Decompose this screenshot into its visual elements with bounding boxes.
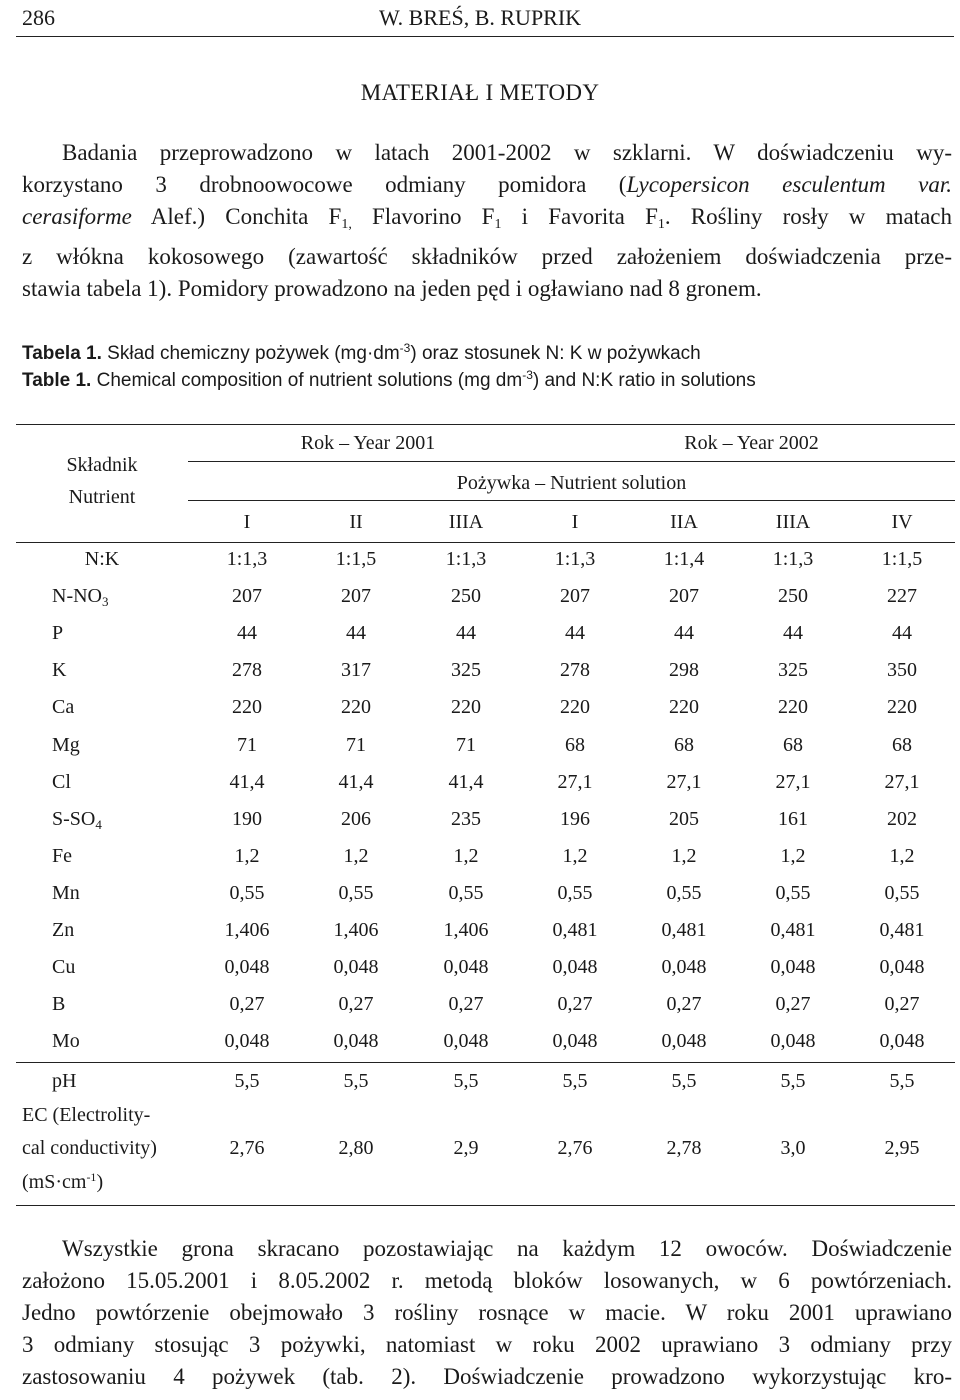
table-top-rule (16, 424, 955, 425)
table-cell: 220 (887, 696, 917, 718)
table-cell: 3,0 (780, 1137, 806, 1159)
table-cell: 0,048 (879, 956, 925, 978)
running-head: W. BREŚ, B. RUPRIK (378, 5, 582, 30)
table-cell: 1,2 (234, 845, 260, 867)
table-cell: 1,406 (333, 919, 379, 941)
component-header-pl: Składnik (66, 454, 138, 476)
table-cell: 71 (456, 734, 476, 756)
table-cell: 0,048 (661, 1030, 707, 1052)
table-cell: 207 (669, 585, 699, 607)
row-label: Fe (52, 845, 72, 867)
column-header: IV (891, 511, 913, 533)
year-header-rule (188, 461, 955, 462)
para1-line-1: Badania przeprowadzono w latach 2001-2002 w szklarni. W doświadczeniu wy- (62, 140, 952, 165)
column-header: I (243, 511, 251, 533)
table-cell: 5,5 (671, 1070, 697, 1092)
row-label: K (52, 659, 67, 681)
column-header: II (349, 511, 363, 533)
table-cell: 0,048 (443, 956, 489, 978)
solution-header: Pożywka – Nutrient solution (456, 472, 687, 494)
row-label: Ca (52, 696, 75, 718)
table-cell: 250 (451, 585, 481, 607)
table-cell: 0,55 (884, 882, 920, 904)
table-cell: 1:1,3 (226, 548, 268, 570)
table-cell: 2,76 (557, 1137, 593, 1159)
table-cell: 202 (887, 808, 917, 830)
table-cell: 0,048 (333, 1030, 379, 1052)
table-cell: 27,1 (884, 771, 920, 793)
table-cell: 0,481 (879, 919, 925, 941)
row-label: Cu (52, 956, 76, 978)
row-label-ec-line-2: cal conductivity) (22, 1137, 157, 1159)
table-cell: 27,1 (557, 771, 593, 793)
table-cell: 71 (237, 734, 257, 756)
table-cell: 0,55 (229, 882, 265, 904)
table-cell: 71 (346, 734, 366, 756)
table-cell: 350 (887, 659, 917, 681)
row-label: Mg (52, 734, 80, 756)
table-cell: 44 (892, 622, 912, 644)
table-cell: 325 (451, 659, 481, 681)
table-cell: 1:1,3 (445, 548, 487, 570)
table-cell: 1:1,3 (772, 548, 814, 570)
table-cell: 0,048 (661, 956, 707, 978)
table-cell: 0,048 (552, 956, 598, 978)
table-cell: 27,1 (775, 771, 811, 793)
table-cell: 1,2 (780, 845, 806, 867)
para2-line-4: 3 odmiany stosując 3 pożywki, natomiast w roku 2002 uprawiano 3 odmiany przy (22, 1332, 952, 1357)
table-cell: 206 (341, 808, 371, 830)
table-cell: 44 (565, 622, 585, 644)
table-cell: 44 (783, 622, 803, 644)
nutrient-composition-table (16, 424, 955, 1206)
row-label-ec-line-1: EC (Electrolity- (22, 1104, 151, 1126)
row-label: $N-NO_3$ (52, 585, 109, 609)
table-cell: 0,048 (224, 1030, 270, 1052)
row-label: Cl (52, 771, 71, 793)
table-cell: 220 (669, 696, 699, 718)
table-cell: 0,481 (552, 919, 598, 941)
table-cell: 0,481 (770, 919, 816, 941)
table-cell: 220 (778, 696, 808, 718)
column-header: IIIA (448, 511, 484, 533)
table-cell: 0,048 (552, 1030, 598, 1052)
page-header (0, 0, 960, 40)
header-rule (16, 36, 954, 37)
row-label: Mo (52, 1030, 80, 1052)
page-number: 286 (22, 5, 55, 30)
section-title: MATERIAŁ I METODY (360, 80, 600, 105)
table-cell: 41,4 (229, 771, 265, 793)
table-cell: 68 (565, 734, 585, 756)
row-label-ph: pH (52, 1070, 77, 1092)
table-cell: 1,2 (889, 845, 915, 867)
table-cell: 1:1,3 (554, 548, 596, 570)
table-cell: 27,1 (666, 771, 702, 793)
table-cell: 0,27 (557, 993, 593, 1015)
table-cell: 1,406 (443, 919, 489, 941)
table-cell: 190 (232, 808, 262, 830)
paragraph-methods-intro (22, 137, 952, 305)
table-cell: 0,27 (448, 993, 484, 1015)
table-cell: 0,27 (775, 993, 811, 1015)
table-cell: 207 (341, 585, 371, 607)
table-cell: 0,27 (229, 993, 265, 1015)
table-bottom-rule (16, 1205, 955, 1206)
table-cell: 278 (560, 659, 590, 681)
table-cell: 235 (451, 808, 481, 830)
table-cell: 0,048 (224, 956, 270, 978)
para1-line-4: z włókna kokosowego (zawartość składników przed założeniem doświadczenia prze- (22, 244, 952, 269)
row-label: P (52, 622, 64, 644)
table-cell: 0,55 (775, 882, 811, 904)
paragraph-methods-design (22, 1233, 952, 1393)
table-cell: 1:1,4 (663, 548, 705, 570)
table-cell: 0,048 (879, 1030, 925, 1052)
table-cell: 0,55 (338, 882, 374, 904)
table-cell: 2,95 (884, 1137, 920, 1159)
table-caption-pl: Tabela 1. Skład chemiczny pożywek $(mg\cdot dm^{-3})$ oraz stosunek N: K w pożywkach (22, 341, 701, 364)
para1-line-2: korzystano 3 drobnoowocowe odmiany pomidora (Lycopersicon esculentum var. (22, 172, 952, 197)
row-label: B (52, 993, 66, 1015)
year-2001-header: Rok – Year 2001 (300, 432, 436, 454)
para2-line-1: Wszystkie grona skracano pozostawiając na każdym 12 owoców. Doświadczenie (62, 1236, 952, 1261)
table-cell: 227 (887, 585, 917, 607)
table-cell: 44 (237, 622, 257, 644)
table-cell: 325 (778, 659, 808, 681)
para2-line-5: zastosowaniu 4 pożywek (tab. 2). Doświadczenie prowadzono wykorzystując kro- (22, 1364, 952, 1389)
table-cell: 68 (783, 734, 803, 756)
table-cell: 44 (674, 622, 694, 644)
table-cell: 1,2 (343, 845, 369, 867)
para2-line-3: Jedno powtórzenie obejmowało 3 rośliny rosnące w macie. W roku 2001 uprawiano (22, 1300, 952, 1325)
para2-line-2: założono 15.05.2001 i 8.05.2002 r. metodą bloków losowanych, w 6 powtórzeniach. (22, 1268, 952, 1293)
table-cell: 5,5 (343, 1070, 369, 1092)
table-cell: 205 (669, 808, 699, 830)
table-cell: 0,27 (338, 993, 374, 1015)
table-cell: 1:1,5 (881, 548, 923, 570)
table-cell: 41,4 (448, 771, 484, 793)
para1-line-5: stawia tabela 1). Pomidory prowadzono na jeden pęd i ogławiano nad 8 gronem. (22, 276, 762, 301)
table-cell: 207 (232, 585, 262, 607)
table-cell: 278 (232, 659, 262, 681)
table-cell: 250 (778, 585, 808, 607)
component-header-en: Nutrient (68, 486, 136, 508)
table-cell: 2,76 (229, 1137, 265, 1159)
table-cell: 5,5 (889, 1070, 915, 1092)
table-cell: 5,5 (453, 1070, 479, 1092)
table-cell: 220 (451, 696, 481, 718)
year-2002-header: Rok – Year 2002 (684, 432, 819, 454)
column-header: IIIA (775, 511, 811, 533)
table-cell: 298 (669, 659, 699, 681)
para1-line-3: cerasiforme Alef.) Conchita $F_{1,}$ Flavorino $F_1$ i Favorita $F_1$. Rośliny rosły w matach (22, 204, 952, 232)
table-cell: 68 (674, 734, 694, 756)
table-cell: 0,27 (884, 993, 920, 1015)
table-cell: 0,55 (448, 882, 484, 904)
row-label-ec-line-3: $(mS\cdot cm^{-1})$ (22, 1170, 104, 1193)
table-cell: 41,4 (338, 771, 374, 793)
table-cell: 44 (346, 622, 366, 644)
table-cell: 2,80 (338, 1137, 374, 1159)
column-header: IIA (670, 511, 698, 533)
table-cell: 1,406 (224, 919, 270, 941)
solution-header-rule (188, 500, 955, 501)
table-cell: 1,2 (671, 845, 697, 867)
table-cell: 317 (341, 659, 371, 681)
table-cell: 196 (560, 808, 590, 830)
table-cell: 5,5 (234, 1070, 260, 1092)
table-cell: 220 (560, 696, 590, 718)
table-cell: 44 (456, 622, 476, 644)
table-cell: 220 (232, 696, 262, 718)
table-cell: 1,2 (562, 845, 588, 867)
table-cell: 0,048 (770, 956, 816, 978)
row-label: Zn (52, 919, 75, 941)
table-cell: 0,048 (443, 1030, 489, 1052)
table-cell: 2,9 (453, 1137, 479, 1159)
header-bottom-rule (16, 542, 955, 543)
column-header: I (571, 511, 579, 533)
table-cell: 0,481 (661, 919, 707, 941)
table-cell: 220 (341, 696, 371, 718)
table-cell: 1,2 (453, 845, 479, 867)
row-label: Mn (52, 882, 80, 904)
table-cell: 1:1,5 (335, 548, 377, 570)
row-label: $S-SO_4$ (52, 808, 102, 832)
table-cell: 0,048 (333, 956, 379, 978)
table-cell: 5,5 (780, 1070, 806, 1092)
ph-separator-rule (16, 1062, 955, 1063)
table-caption-en: Table 1. Chemical composition of nutrient solutions (mg $dm^{-3}$) and N:K ratio in solutions (22, 368, 756, 391)
table-cell: 0,55 (666, 882, 702, 904)
table-cell: 68 (892, 734, 912, 756)
table-cell: 0,55 (557, 882, 593, 904)
table-cell: 0,27 (666, 993, 702, 1015)
table-cell: 2,78 (666, 1137, 702, 1159)
row-label: N:K (84, 548, 120, 570)
table-cell: 5,5 (562, 1070, 588, 1092)
table-cell: 0,048 (770, 1030, 816, 1052)
table-cell: 207 (560, 585, 590, 607)
table-cell: 161 (778, 808, 808, 830)
